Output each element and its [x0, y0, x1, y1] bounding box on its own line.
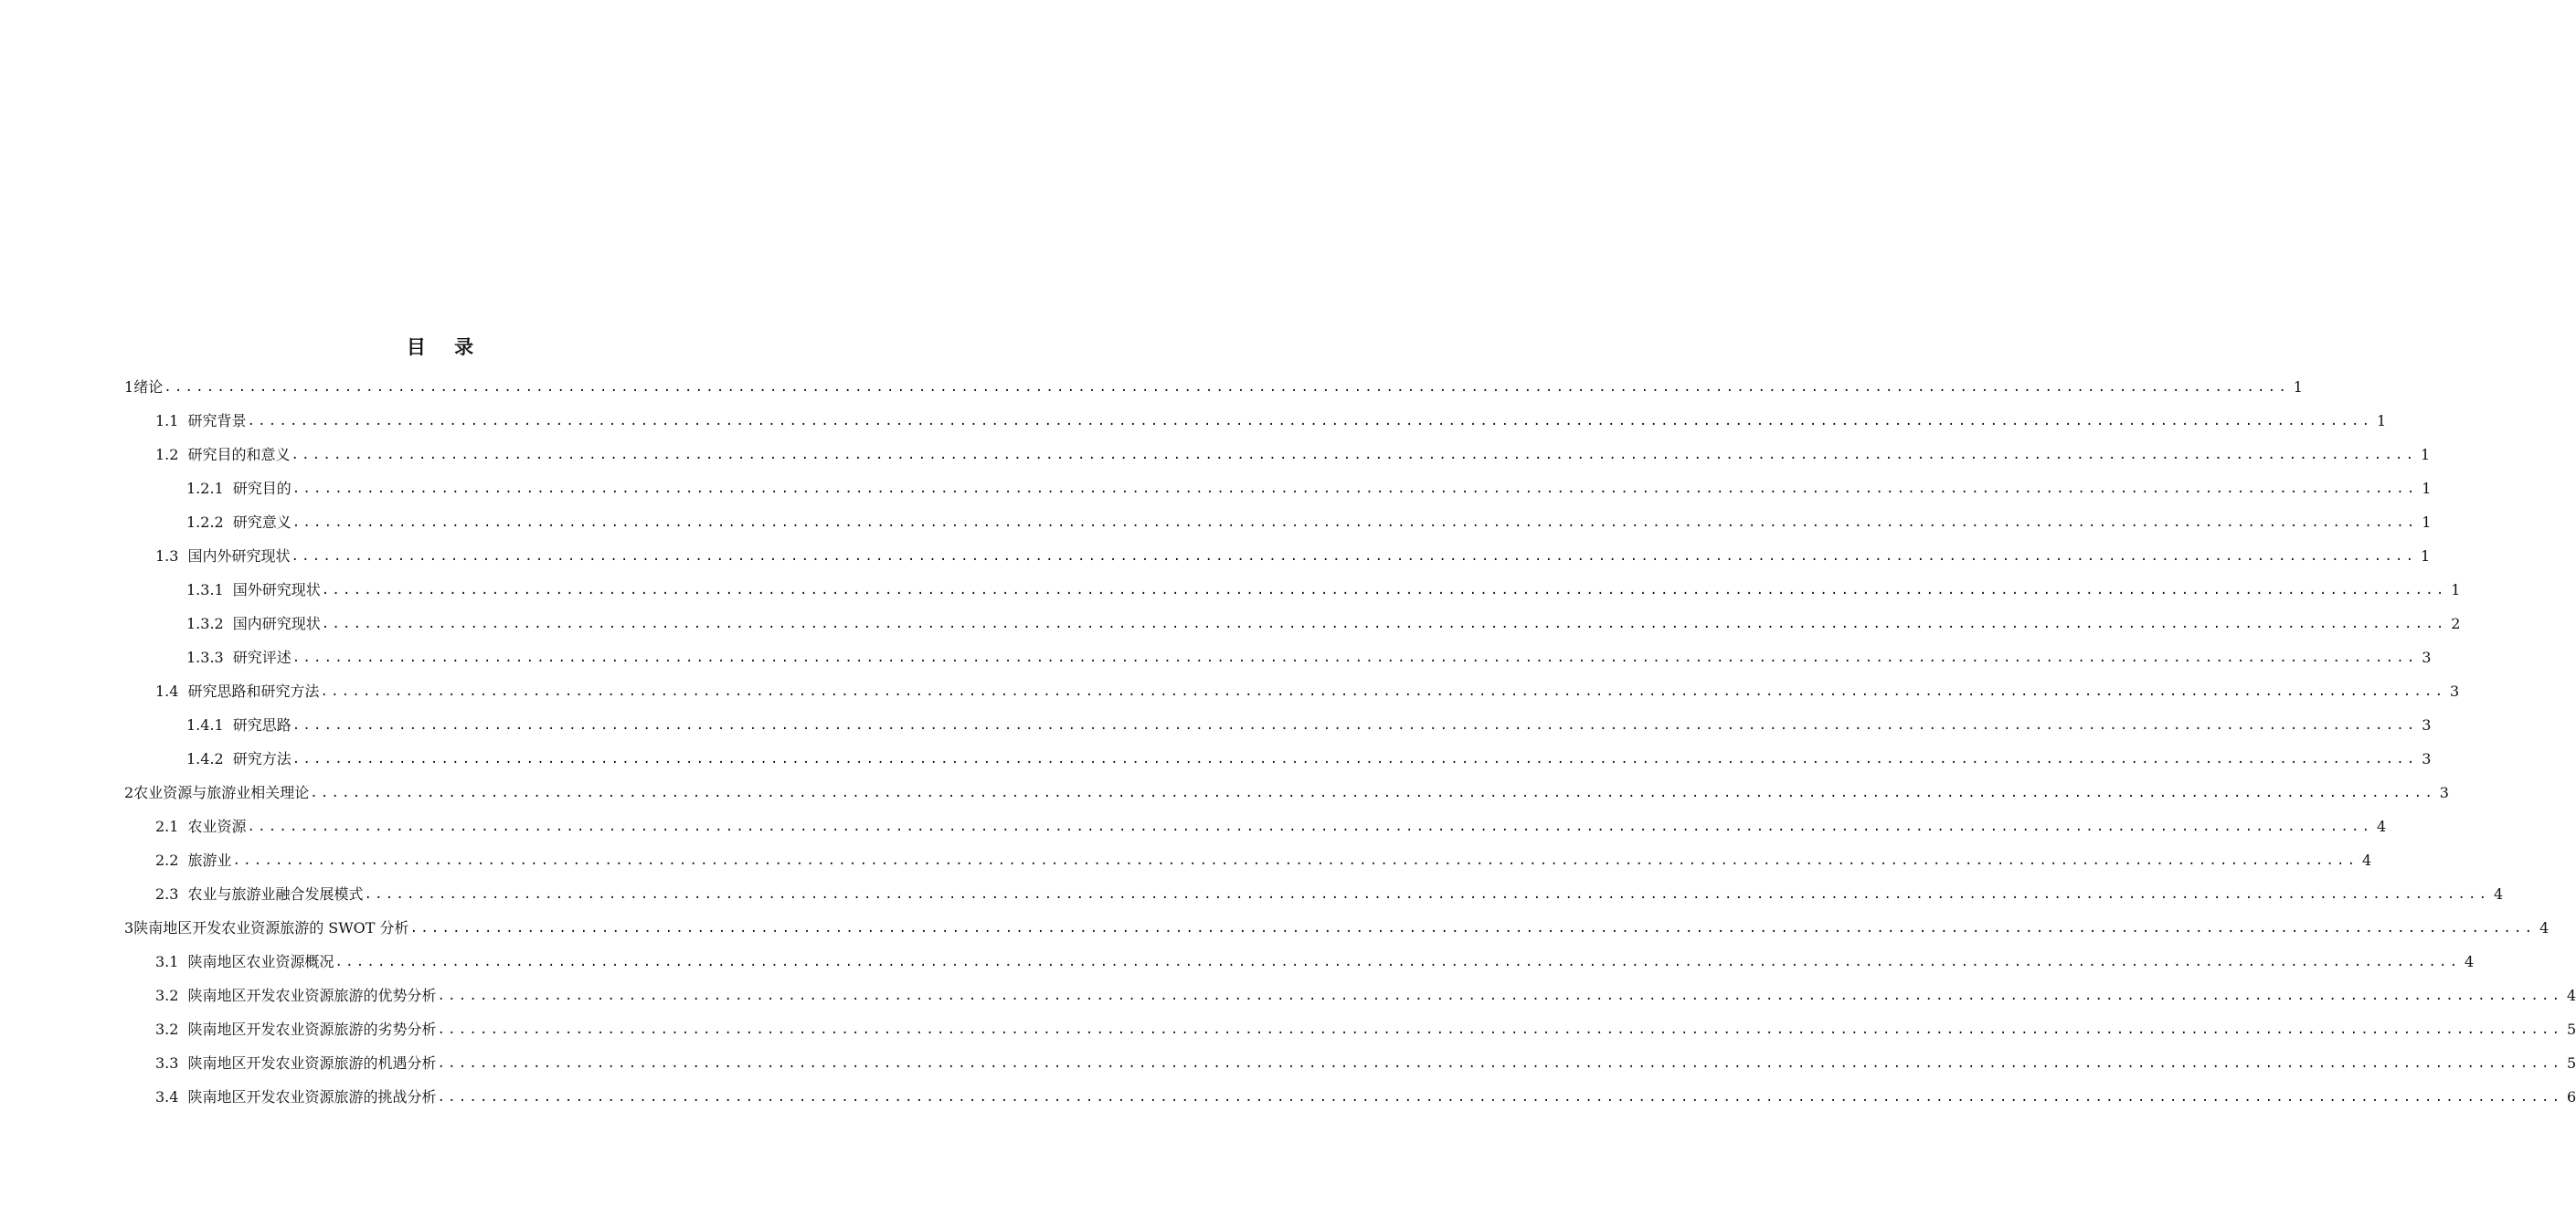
toc-entry[interactable] — [155, 1045, 2576, 1073]
toc-entry-title: 国外研究现状 — [232, 581, 321, 598]
toc-entry[interactable] — [186, 504, 2432, 532]
toc-dot-leader: ........................................................................................................................................................................................................ — [321, 583, 2447, 598]
toc-dot-leader: ........................................................................................................................................................................................................ — [437, 1056, 2563, 1071]
toc-entry-number: 2 — [124, 784, 134, 801]
toc-dot-leader: ........................................................................................................................................................................................................ — [334, 955, 2461, 969]
toc-entry-page-number: 6 — [2567, 1088, 2576, 1106]
toc-entry-page-number: 1 — [2421, 547, 2431, 565]
toc-entry-title: 研究意义 — [232, 513, 292, 531]
toc-entry-title: 研究方法 — [232, 750, 292, 768]
toc-entry-page-number: 2 — [2451, 615, 2461, 632]
toc-entry[interactable] — [186, 640, 2432, 667]
toc-entry-page-number: 4 — [2377, 818, 2387, 835]
toc-entry-page-number: 1 — [2451, 581, 2461, 598]
toc-entry[interactable] — [155, 1011, 2576, 1039]
toc-entry-page-number: 1 — [2422, 480, 2432, 497]
toc-entry-title: 国内研究现状 — [232, 615, 321, 632]
toc-entry-page-number: 1 — [2422, 513, 2432, 531]
toc-entry-title: 陕南地区开发农业资源旅游的 SWOT 分析 — [133, 919, 409, 937]
toc-dot-leader: ........................................................................................................................................................................................................ — [364, 887, 2490, 902]
toc-entry-title: 陕南地区开发农业资源旅游的机遇分析 — [187, 1054, 437, 1072]
toc-entry-number: 1.4.2 — [186, 750, 224, 768]
toc-entry[interactable] — [186, 741, 2432, 768]
toc-dot-leader: ........................................................................................................................................................................................................ — [292, 651, 2418, 665]
toc-entry-number: 3.2 — [155, 1021, 179, 1038]
toc-entry-page-number: 4 — [2539, 919, 2549, 937]
toc-entry-number: 3 — [124, 919, 134, 937]
toc-entry-number: 1 — [124, 378, 134, 396]
toc-dot-leader: ........................................................................................................................................................................................................ — [247, 414, 2373, 429]
toc-dot-leader: ........................................................................................................................................................................................................ — [320, 684, 2446, 699]
toc-entry-page-number: 4 — [2362, 852, 2372, 869]
toc-dot-leader: ........................................................................................................................................................................................................ — [164, 380, 2289, 395]
toc-entry-title: 绪论 — [133, 378, 164, 396]
toc-entry-number: 1.3.3 — [186, 649, 224, 666]
toc-dot-leader: ........................................................................................................................................................................................................ — [292, 482, 2418, 496]
toc-entry[interactable] — [155, 978, 2576, 1005]
toc-entry-page-number: 3 — [2422, 716, 2432, 734]
toc-entry-page-number: 3 — [2450, 683, 2460, 700]
toc-entry[interactable] — [186, 471, 2432, 498]
toc-entry[interactable] — [155, 437, 2431, 464]
toc-entry[interactable] — [155, 842, 2372, 870]
toc-dot-leader: ........................................................................................................................................................................................................ — [247, 820, 2373, 834]
toc-dot-leader: ........................................................................................................................................................................................................ — [291, 448, 2417, 462]
toc-entry-title: 研究背景 — [187, 412, 247, 429]
toc-entry[interactable] — [155, 876, 2504, 904]
toc-entry-title: 旅游业 — [187, 852, 232, 869]
toc-entry-title: 农业资源 — [187, 818, 247, 835]
toc-dot-leader: ........................................................................................................................................................................................................ — [310, 786, 2435, 800]
toc-entry-number: 1.3.2 — [186, 615, 224, 632]
toc-entry-page-number: 1 — [2377, 412, 2387, 429]
toc-entry-page-number: 3 — [2422, 649, 2432, 666]
toc-entry-number: 1.1 — [155, 412, 179, 429]
toc-entry[interactable] — [124, 910, 2549, 937]
toc-entry-number: 2.3 — [155, 885, 179, 903]
toc-entry-title: 陕南地区开发农业资源旅游的挑战分析 — [187, 1088, 437, 1106]
toc-entry-number: 3.1 — [155, 953, 179, 970]
toc-entry-number: 1.3 — [155, 547, 179, 565]
toc-entry-page-number: 1 — [2293, 378, 2303, 396]
toc-entry[interactable] — [186, 707, 2432, 735]
toc-entry-number: 1.2.2 — [186, 513, 224, 531]
toc-dot-leader: ........................................................................................................................................................................................................ — [321, 617, 2447, 631]
toc-entry-title: 研究思路和研究方法 — [187, 683, 320, 700]
toc-entry-number: 3.4 — [155, 1088, 179, 1106]
toc-entry-title: 研究目的和意义 — [187, 446, 291, 463]
toc-dot-leader: ........................................................................................................................................................................................................ — [232, 853, 2359, 868]
toc-entry-title: 陕南地区开发农业资源旅游的劣势分析 — [187, 1021, 437, 1038]
toc-entry[interactable] — [124, 775, 2449, 802]
toc-entry-number: 1.2 — [155, 446, 179, 463]
toc-entry-title: 研究目的 — [232, 480, 292, 497]
toc-dot-leader: ........................................................................................................................................................................................................ — [437, 1022, 2563, 1037]
toc-entry-page-number: 5 — [2567, 1021, 2576, 1038]
toc-dot-leader: ........................................................................................................................................................................................................ — [409, 921, 2536, 936]
toc-entry[interactable] — [155, 1079, 2576, 1106]
toc-entry[interactable] — [155, 403, 2387, 430]
toc-entry-number: 1.4 — [155, 683, 179, 700]
toc-entry-number: 1.2.1 — [186, 480, 224, 497]
toc-dot-leader: ........................................................................................................................................................................................................ — [437, 989, 2563, 1003]
toc-dot-leader: ........................................................................................................................................................................................................ — [291, 549, 2417, 564]
toc-entry-number: 2.1 — [155, 818, 179, 835]
toc-entry[interactable] — [155, 809, 2387, 836]
toc-entry-page-number: 3 — [2422, 750, 2432, 768]
toc-entry-title: 陕南地区开发农业资源旅游的优势分析 — [187, 987, 437, 1004]
toc-entry-title: 国内外研究现状 — [187, 547, 291, 565]
toc-entry[interactable] — [155, 538, 2431, 566]
toc-entry-title: 陕南地区农业资源概况 — [187, 953, 334, 970]
toc-entry-number: 3.2 — [155, 987, 179, 1004]
toc-entry-page-number: 4 — [2465, 953, 2475, 970]
toc-dot-leader: ........................................................................................................................................................................................................ — [292, 515, 2418, 530]
toc-entry-page-number: 1 — [2421, 446, 2431, 463]
toc-entry-page-number: 4 — [2494, 885, 2504, 903]
toc-entry-page-number: 5 — [2567, 1054, 2576, 1072]
toc-entry[interactable] — [155, 944, 2475, 971]
toc-entry-number: 1.4.1 — [186, 716, 224, 734]
toc-entry-number: 2.2 — [155, 852, 179, 869]
toc-entry-number: 1.3.1 — [186, 581, 224, 598]
toc-entry-title: 农业与旅游业融合发展模式 — [187, 885, 364, 903]
toc-dot-leader: ........................................................................................................................................................................................................ — [437, 1090, 2563, 1105]
toc-dot-leader: ........................................................................................................................................................................................................ — [292, 752, 2418, 767]
toc-entry-page-number: 4 — [2567, 987, 2576, 1004]
toc-entry-title: 研究思路 — [232, 716, 292, 734]
toc-entry-page-number: 3 — [2439, 784, 2449, 801]
toc-entry[interactable] — [186, 606, 2461, 633]
toc-title: 目 录 — [406, 336, 485, 358]
toc-entry-number: 3.3 — [155, 1054, 179, 1072]
toc-dot-leader: ........................................................................................................................................................................................................ — [292, 718, 2418, 733]
toc-entry-title: 研究评述 — [232, 649, 292, 666]
toc-entry[interactable] — [124, 369, 2303, 397]
toc-entry-title: 农业资源与旅游业相关理论 — [133, 784, 310, 801]
toc-entry[interactable] — [155, 673, 2460, 701]
toc-entry[interactable] — [186, 572, 2461, 599]
